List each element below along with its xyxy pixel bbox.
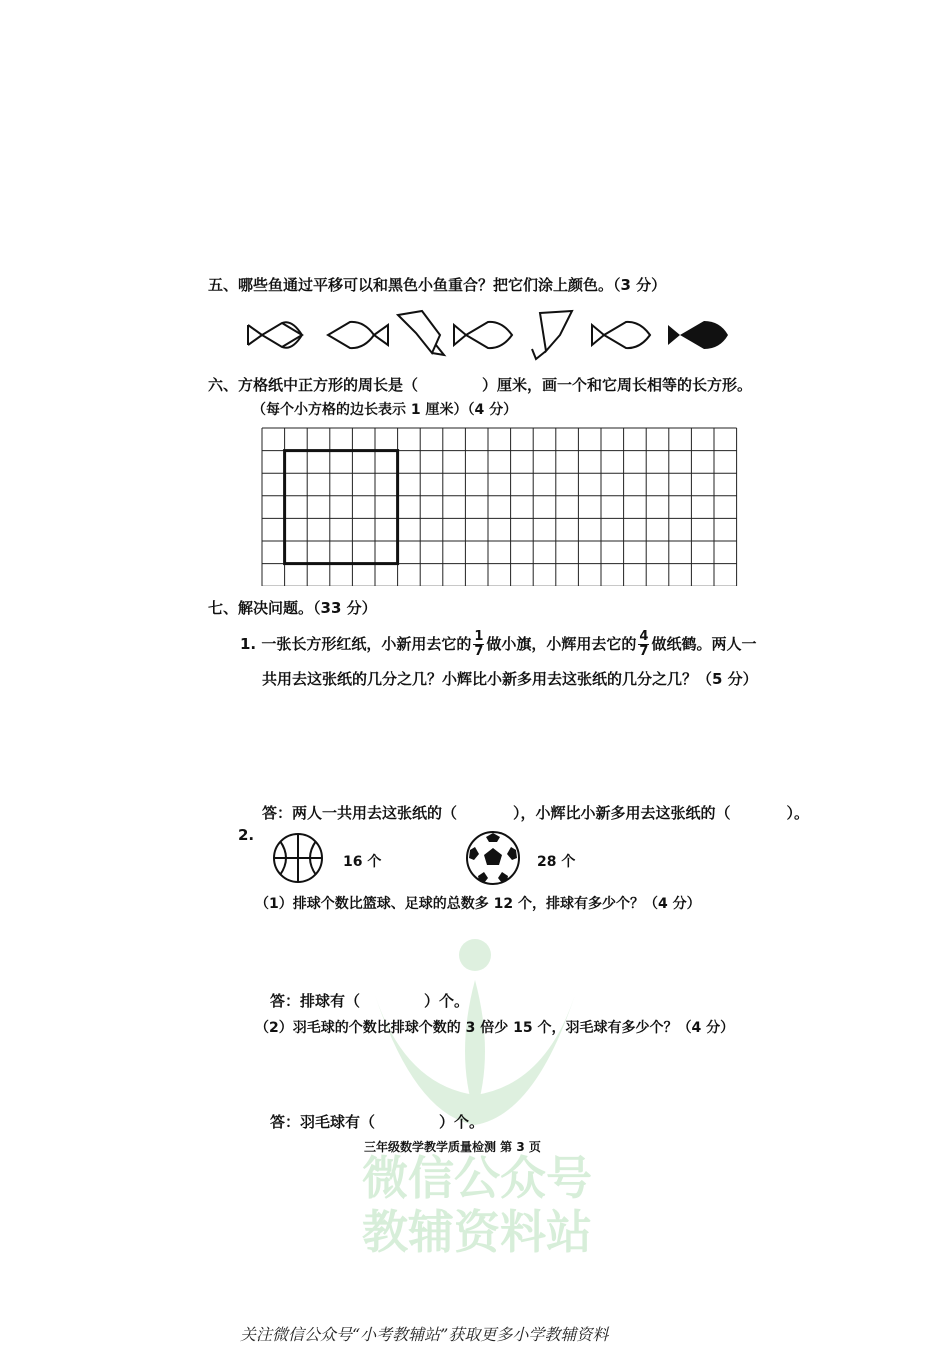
q1-text-a: 1. 一张长方形红纸，小新用去它的	[240, 635, 472, 653]
football-count: 28 个	[537, 854, 576, 870]
bottom-note: 关注微信公众号“小考教辅站”获取更多小学教辅资料	[240, 1325, 609, 1344]
section6-title	[208, 374, 752, 395]
q2-answer2-a: 答：羽毛球有（	[270, 1113, 376, 1131]
football-icon	[464, 830, 522, 886]
black-fish-icon	[668, 321, 728, 349]
q2-answer2-b: ）个。	[439, 1113, 485, 1131]
section6-note: （每个小方格的边长表示 1 厘米）（4 分）	[252, 402, 518, 418]
q2-answer1-a: 答：排球有（	[270, 992, 361, 1010]
page-footer: 三年级数学教学质量检测 第 3 页	[364, 1140, 541, 1154]
q2-sub2: （2）羽毛球的个数比排球个数的 3 倍少 15 个，羽毛球有多少个？（4 分）	[255, 1020, 735, 1036]
q2-answer1	[270, 990, 469, 1011]
q2-sub1: （1）排球个数比篮球、足球的总数多 12 个，排球有多少个？（4 分）	[255, 896, 701, 912]
fish-icon	[328, 322, 388, 348]
q1-answer-c: ）。	[786, 804, 810, 822]
q2-answer1-b: ）个。	[424, 992, 470, 1010]
frac2-den: 7	[639, 644, 649, 659]
q1-text-b: 做小旗，小辉用去它的	[486, 635, 637, 653]
frac1-num: 1	[474, 629, 484, 644]
section7-title: 七、解决问题。（33 分）	[208, 599, 377, 617]
q1-answer-b: ），小辉比小新多用去这张纸的（	[513, 804, 731, 822]
q2-number: 2.	[238, 826, 255, 844]
grid-paper[interactable]	[260, 426, 750, 586]
fish-icon	[248, 322, 302, 348]
q1-text-c: 做纸鹤。两人一	[651, 635, 757, 653]
fish-icon	[532, 311, 572, 359]
q1-answer-a: 答：两人一共用去这张纸的（	[262, 804, 458, 822]
fish-row	[240, 305, 740, 363]
section5-title: 五、哪些鱼通过平移可以和黑色小鱼重合？把它们涂上颜色。（3 分）	[208, 276, 667, 294]
q1-answer	[262, 802, 809, 823]
section6-title-b: ）厘米，画一个和它周长相等的长方形。	[482, 376, 753, 394]
fraction-one-seventh	[473, 630, 484, 659]
q1-line2: 共用去这张纸的几分之几？小辉比小新多用去这张纸的几分之几？（5 分）	[262, 670, 758, 688]
section6-title-a: 六、方格纸中正方形的周长是（	[208, 376, 419, 394]
fish-icon	[592, 322, 650, 348]
square-shape	[285, 451, 398, 564]
q1-line1	[240, 630, 756, 659]
fish-icon	[454, 322, 512, 348]
fish-icon	[398, 311, 444, 355]
frac2-num: 4	[639, 629, 649, 644]
watermark-line1: 微信公众号	[362, 1151, 592, 1205]
frac1-den: 7	[474, 644, 484, 659]
basketball-count: 16 个	[343, 854, 382, 870]
fraction-four-sevenths	[638, 630, 649, 659]
q2-answer2	[270, 1111, 484, 1132]
basketball-icon	[270, 832, 326, 884]
watermark-line2: 教辅资料站	[362, 1205, 592, 1259]
